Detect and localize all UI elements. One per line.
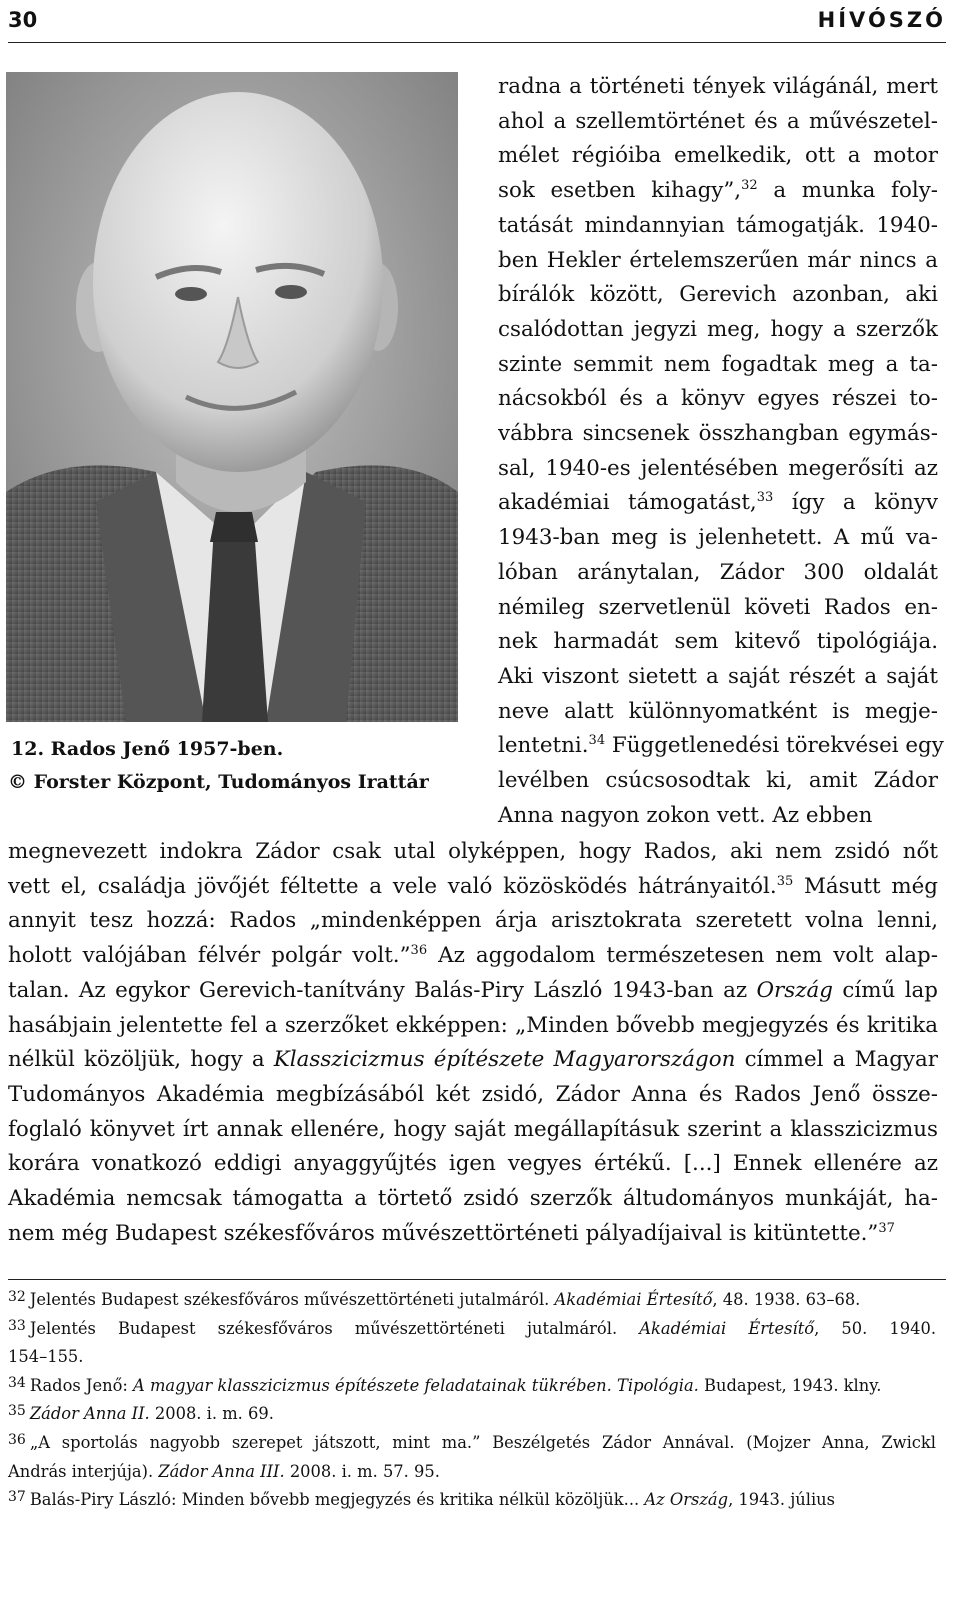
footnote-line [8,1315,936,1344]
footnote-36 [8,1429,936,1486]
line-text: ahol a szellemtörténet és a művészetel- [498,108,938,134]
running-title: HÍVÓSZÓ [817,8,946,32]
footnote-number: 35 [8,1403,26,1420]
italic-title: Az Ország [644,1490,729,1510]
footnote-line [8,1372,936,1401]
line-text: talan. Az egykor Gerevich-tanítvány Balás-Piry László 1943-ban az [8,977,757,1003]
footnote-35 [8,1400,936,1429]
line-text-after: , 50. 1940. [814,1318,936,1338]
italic-title: Ország [756,977,833,1003]
column-line [498,660,938,695]
line-text-after: Budapest, 1943. klny. [698,1375,882,1395]
line-text-after: Függetlenedési törekvései egy [605,733,944,759]
footnote-line [8,1458,936,1487]
portrait-photo [6,72,458,722]
footnote-divider [8,1279,946,1280]
body-line [8,1147,938,1182]
column-line [498,764,938,799]
column-line [498,799,938,834]
footnote-line [8,1429,936,1458]
line-text-after: című lap [832,977,938,1003]
line-text: Akadémia nemcsak támogatta a törtető zsidó szerzők áltudományos munkáját, ha- [8,1186,938,1212]
footnotes [8,1286,936,1515]
italic-title: Klasszicizmus építészete Magyarországon [273,1047,736,1073]
italic-title: Akadémiai Értesítő [554,1290,713,1309]
line-text: 1943-ban meg is jelenhetett. A mű va- [498,525,938,551]
column-line [498,591,938,626]
body-line [8,904,938,939]
line-text: levélben csúcsosodtak ki, amit Zádor [498,768,938,794]
column-line [498,625,938,660]
body-line [8,1217,938,1252]
italic-title: Zádor Anna II. [29,1404,150,1424]
line-text: annyit tesz hozzá: Rados „mindenképpen árja arisztokrata szeretett volna lenni, [8,908,938,934]
line-text: Rados Jenő: [29,1375,134,1395]
line-text: sok esetben kihagy”, [498,178,742,204]
footnote-number: 34 [8,1374,26,1391]
footnote-line [8,1486,936,1515]
footnote-reference: 34 [588,733,606,749]
body-line [8,974,938,1009]
line-text: „A sportolás nagyobb szerepet játszott, mint ma.” Beszélgetés Zádor Annával. (Mojzer Anna, Zwickl [29,1432,936,1452]
line-text: Tudományos Akadémia megbízásából két zsidó, Zádor Anna és Rados Jenő össze- [8,1081,938,1107]
portrait-illustration [6,72,458,722]
line-text: lóban aránytalan, Zádor 300 oldalát [498,559,938,585]
footnote-34 [8,1372,936,1401]
body-line [8,1113,938,1148]
body-line [8,939,938,974]
line-text: foglaló könyvet írt annak ellenére, hogy saját megállapításuk szerint a klasszicizmus [8,1116,938,1142]
line-text: megnevezett indokra Zádor csak utal olyképpen, hogy Rados, aki nem zsidó nőt [8,839,938,864]
line-text: Aki viszont sietett a saját részét a saját [498,663,938,689]
line-text-after: címmel a Magyar [735,1047,938,1073]
column-line [498,486,938,521]
column-line [498,244,938,279]
line-text: csalódottan jegyzi meg, hogy a szerzők [498,316,938,342]
footnote-number: 36 [8,1431,26,1448]
line-text-after: így a könyv [773,490,938,516]
body-line [8,1078,938,1113]
line-text: radna a történeti tények világánál, mert [498,74,938,99]
page-header [8,4,946,40]
italic-title: Zádor Anna III. [158,1461,285,1481]
caption-credit: © Forster Központ, Tudományos Irattár [8,771,429,793]
header-divider [8,42,946,43]
body-line [8,835,938,870]
italic-title: A magyar klasszicizmus építészete feladatainak tükrében. Tipológia. [133,1375,699,1395]
column-line [498,348,938,383]
line-text: szinte semmit nem fogadtak meg a ta- [498,351,938,377]
figure-caption [8,733,468,799]
line-text: bírálók között, Gerevich azonban, aki [498,282,938,308]
footnote-reference: 37 [878,1220,895,1236]
body-line [8,1009,938,1044]
line-text: nem még Budapest székesfőváros művészettörténeti pályadíjaival is kitüntette.” [8,1220,879,1246]
line-text: lentetni. [498,733,589,759]
footnote-32 [8,1286,936,1315]
body-line [8,1043,938,1078]
body-text [8,835,938,1251]
column-line [498,70,938,105]
column-line [498,521,938,556]
line-text: Balás-Piry László: Minden bővebb megjegyzés és kritika nélkül közöljük... [29,1490,645,1510]
line-text: ben Hekler értelemszerűen már nincs a [498,247,938,273]
column-line [498,174,938,209]
caption-title: 12. Rados Jenő 1957-ben. [11,738,284,760]
footnote-reference: 35 [776,873,794,889]
line-text: nácsokból és a könyv egyes részei to- [498,386,938,412]
footnote-33 [8,1315,936,1372]
footnote-line [8,1400,936,1429]
line-text: neve alatt különnyomatként is megje- [498,698,938,724]
line-text: mélet régióiba emelkedik, ott a motor [498,143,938,169]
footnote-reference: 33 [756,490,774,506]
footnote-number: 32 [8,1289,26,1305]
line-text: nélkül közöljük, hogy a [8,1047,274,1073]
line-text: holott valójában félvér polgár volt.” [8,943,411,969]
line-text: sal, 1940-es jelentésében megerősíti az [498,455,938,481]
column-line [498,313,938,348]
column-line [498,695,938,730]
column-line [498,278,938,313]
line-text: hasábjain jelentette fel a szerzőket ekképpen: „Minden bővebb megjegyzés és kritika [8,1012,938,1038]
right-column-text [498,70,944,833]
line-text: 154–155. [8,1347,84,1367]
column-line [498,382,938,417]
body-line [8,870,938,905]
column-line [498,729,944,764]
footnote-reference: 36 [410,942,428,958]
footnote-reference: 32 [741,177,758,193]
column-line [498,209,938,244]
line-text-after: 2008. i. m. 69. [149,1404,274,1424]
line-text: vett el, családja jövőjét féltette a vele való közösködés hátrányaitól. [8,873,777,899]
footnote-37 [8,1486,936,1515]
footnote-number: 33 [8,1317,26,1334]
line-text: Anna nagyon zokon vett. Az ebben [498,802,873,828]
line-text-after: Az aggodalom természetesen nem volt alap- [427,943,938,969]
column-line [498,105,938,140]
column-line [498,139,938,174]
page-number: 30 [8,8,38,32]
column-line [498,556,938,591]
line-text-after: a munka foly- [757,178,939,204]
line-text: András interjúja). [8,1461,159,1481]
line-text: akadémiai támogatást, [498,490,757,516]
column-line [498,417,938,452]
line-text: Jelentés Budapest székesfőváros művészettörténeti jutalmáról. [29,1290,555,1309]
footnote-line [8,1286,936,1315]
footnote-number: 37 [8,1489,26,1506]
column-line [498,452,938,487]
line-text: tatását mindannyian támogatják. 1940- [498,212,938,238]
line-text-after: , 1943. július [728,1490,836,1510]
line-text: korára vonatkozó eddigi anyaggyűjtés igen vegyes értékű. [...] Ennek ellenére az [8,1151,938,1177]
line-text: Jelentés Budapest székesfőváros művészettörténeti jutalmáról. [29,1318,640,1338]
line-text: nek harmadát sem kitevő tipológiája. [498,629,938,655]
line-text: vábbra sincsenek összhangban egymás- [498,421,938,447]
line-text-after: 2008. i. m. 57. 95. [284,1461,440,1481]
line-text-after: , 48. 1938. 63–68. [712,1290,861,1309]
line-text: némileg szervetlenül követi Rados en- [498,594,938,620]
italic-title: Akadémiai Értesítő [639,1318,815,1338]
body-line [8,1182,938,1217]
line-text-after: Másutt még [793,873,938,899]
footnote-line [8,1343,936,1372]
